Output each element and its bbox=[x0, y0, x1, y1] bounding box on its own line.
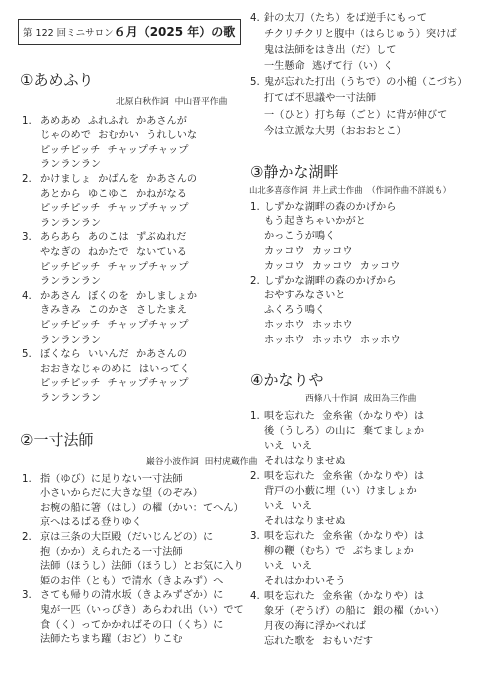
verse bbox=[22, 348, 197, 406]
lyric-line: 指（ゆび）に足りない一寸法師 bbox=[40, 473, 183, 485]
verse bbox=[250, 529, 444, 589]
lyric-line: ランランラン bbox=[40, 159, 102, 171]
lyric-line: きみきみ このかさ さしたまえ bbox=[40, 305, 187, 317]
lyric-line: それはなりませぬ bbox=[264, 455, 346, 467]
page-title: ６月（2025 年）の歌 bbox=[113, 25, 236, 39]
lyric-line: 京は三条の大臣殿（だいじんどの）に bbox=[40, 532, 214, 544]
verse-number: 2. bbox=[250, 275, 260, 287]
heading-prefix: 第 122 回ミニサロン bbox=[23, 28, 114, 39]
lyric-line: 小さいからだに大きな望（のぞみ） bbox=[40, 488, 203, 500]
lyric-line: 背戸の小藪に埋（い）けましょか bbox=[264, 485, 417, 497]
lyric-line: 法師たちまち躍（おど）りこむ bbox=[40, 634, 183, 646]
lyric-line: 唄を忘れた 金糸雀（かなりや）は bbox=[264, 470, 425, 482]
lyric-line: カッコウ カッコウ bbox=[264, 245, 353, 257]
lyric-line: いえ いえ bbox=[264, 500, 312, 512]
song-lyrics-shizukana-kohan bbox=[250, 201, 401, 349]
lyric-line: かけましょ かばんを かあさんの bbox=[40, 174, 198, 186]
lyric-line: いえ いえ bbox=[264, 560, 312, 572]
lyric-line: いえ いえ bbox=[264, 440, 312, 452]
lyric-line: ランランラン bbox=[40, 217, 102, 229]
song-credit-shizukana-kohan: 山北多喜彦作詞 井上武士作曲 （作詞作曲不詳説も） bbox=[249, 185, 451, 195]
verse-number: 3. bbox=[250, 530, 260, 542]
lyric-line: 針の太刀（たち）をば逆手にもって bbox=[264, 13, 427, 24]
lyric-line: ピッチピッチ チャップチャップ bbox=[40, 203, 189, 215]
lyric-line: 一（ひと）打ち毎（ごと）に背が伸びて bbox=[264, 109, 448, 121]
lyric-line: チクリチクリと腹中（はらじゅう）突けば bbox=[264, 29, 457, 41]
lyric-line: お椀の船に箸（はし）の櫂（かい：てへん） bbox=[40, 502, 244, 514]
lyric-line: ランランラン bbox=[40, 276, 102, 288]
song-title-kanariya: ④かなりや bbox=[250, 371, 324, 389]
verse-number: 3. bbox=[22, 590, 32, 602]
lyric-line: 鬼が忘れた打出（うちで）の小槌（こづち） bbox=[264, 77, 468, 89]
verse-number: 1. bbox=[22, 473, 32, 485]
lyric-line: 後（うしろ）の山に 棄てましょか bbox=[264, 425, 425, 437]
lyric-line: 鬼が一匹（いっぴき）あらわれ出（い）でて bbox=[40, 605, 244, 617]
lyric-line: 姫のお伴（とも）で清水（きよみず）へ bbox=[40, 575, 224, 587]
verse-number: 1. bbox=[22, 115, 32, 127]
verse bbox=[22, 531, 244, 589]
song-credit-issunboshi: 巌谷小波作詞 田村虎蔵作曲 bbox=[146, 457, 258, 467]
verse-number: 1. bbox=[250, 201, 260, 213]
verse bbox=[250, 201, 401, 275]
lyric-line: さても帰りの清水坂（きよみずざか）に bbox=[40, 590, 224, 602]
lyric-line: ホッホウ ホッホウ ホッホウ bbox=[264, 334, 401, 346]
lyric-line: ランランラン bbox=[40, 334, 102, 346]
lyric-line: ピッチピッチ チャップチャップ bbox=[40, 261, 189, 273]
lyric-line: 柳の鞭（むち）で ぶちましょか bbox=[264, 545, 414, 557]
lyric-line: あめあめ ふれふれ かあさんが bbox=[40, 115, 187, 127]
lyric-line: 一生懸命 逃げて行（い）く bbox=[264, 61, 394, 73]
lyric-line: おおきなじゃのめに はいってく bbox=[40, 363, 190, 375]
lyric-line: ぼくなら いいんだ かあさんの bbox=[40, 349, 187, 361]
verse bbox=[22, 473, 244, 531]
verse bbox=[22, 115, 197, 173]
verse-number: 2. bbox=[250, 470, 260, 482]
lyric-line: それはかわいそう bbox=[264, 575, 346, 587]
verse bbox=[22, 589, 244, 647]
lyric-line: 忘れた歌を おもいだす bbox=[264, 635, 374, 647]
song-title-amefuri: ①あめふり bbox=[20, 71, 94, 89]
verse-number: 3. bbox=[22, 232, 32, 244]
verse bbox=[250, 409, 444, 469]
lyric-line: 食（く）ってかかればその口（くち）に bbox=[40, 619, 224, 631]
song-title-issunboshi: ②一寸法師 bbox=[20, 431, 94, 449]
lyric-line: 鬼は法師をはき出（だ）して bbox=[264, 45, 397, 57]
verse bbox=[250, 275, 401, 349]
song-lyrics-amefuri bbox=[22, 115, 197, 407]
verse bbox=[22, 231, 197, 289]
lyric-line: 今は立派な大男（おおおとこ） bbox=[264, 125, 407, 137]
verse-number: 4. bbox=[250, 13, 260, 24]
lyric-line: 唄を忘れた 金糸雀（かなりや）は bbox=[264, 530, 425, 542]
lyric-line: 唄を忘れた 金糸雀（かなりや）は bbox=[264, 410, 425, 422]
verse-number: 1. bbox=[250, 410, 260, 422]
lyric-line: ふくろう鳴く bbox=[264, 305, 326, 317]
verse bbox=[22, 173, 197, 231]
lyric-line: やなぎの ねかたで ないている bbox=[40, 247, 187, 259]
verse bbox=[250, 589, 444, 649]
verse-number: 4. bbox=[22, 290, 32, 302]
song-lyrics-issunboshi bbox=[22, 473, 244, 648]
verse-number: 5. bbox=[250, 77, 260, 89]
lyric-line: しずかな湖畔の森のかげから bbox=[264, 275, 397, 287]
verse-number: 4. bbox=[250, 590, 260, 602]
lyric-line: ピッチピッチ チャップチャップ bbox=[40, 144, 189, 156]
lyric-line: 月夜の海に浮かべれば bbox=[264, 620, 366, 632]
verse bbox=[250, 469, 444, 529]
verse-number: 5. bbox=[22, 349, 32, 361]
verse-number: 2. bbox=[22, 174, 32, 186]
lyric-line: ホッホウ ホッホウ bbox=[264, 319, 353, 331]
lyric-line: ランランラン bbox=[40, 392, 102, 404]
lyric-line: それはなりませぬ bbox=[264, 515, 346, 527]
lyric-line: 象牙（ぞうげ）の船に 銀の櫂（かい） bbox=[264, 605, 445, 617]
lyric-line: ピッチピッチ チャップチャップ bbox=[40, 378, 189, 390]
verse bbox=[250, 75, 467, 139]
lyric-line: 打てば不思議や一寸法師 bbox=[264, 93, 377, 105]
lyric-line: カッコウ カッコウ カッコウ bbox=[264, 260, 401, 272]
lyric-line: ピッチピッチ チャップチャップ bbox=[40, 320, 189, 331]
lyric-line: 唄を忘れた 金糸雀（かなりや）は bbox=[264, 590, 425, 602]
song-credit-amefuri: 北原白秋作詞 中山晋平作曲 bbox=[116, 97, 228, 107]
lyric-line: かあさん ぼくのを かしましょか bbox=[40, 290, 198, 302]
song-title-shizukana-kohan: ③静かな湖畔 bbox=[250, 163, 339, 181]
song-credit-kanariya: 西條八十作詞 成田為三作曲 bbox=[305, 394, 417, 404]
verse-number: 2. bbox=[22, 532, 32, 544]
lyric-line: 京へはるばる登りゆく bbox=[40, 517, 142, 529]
lyric-line: あとから ゆこゆこ かねがなる bbox=[40, 188, 187, 200]
song-lyrics-kanariya bbox=[250, 409, 444, 649]
lyric-line: 抱（かか）えられたる一寸法師 bbox=[40, 546, 183, 558]
lyric-line: かっこうが鳴く bbox=[264, 231, 336, 243]
verse bbox=[250, 11, 467, 75]
song-lyrics-issunboshi-continued bbox=[250, 11, 467, 140]
lyric-line: あらあら あのこは ずぶぬれだ bbox=[40, 232, 187, 244]
lyric-line: おやすみなさいと bbox=[264, 290, 346, 302]
lyric-line: しずかな湖畔の森のかげから bbox=[264, 201, 397, 213]
page-heading-box bbox=[18, 19, 241, 45]
verse bbox=[22, 290, 197, 348]
lyric-line: じゃのめで おむかい うれしいな bbox=[40, 130, 198, 142]
lyric-line: もう起きちゃいかがと bbox=[264, 216, 366, 228]
lyric-line: 法師（ほうし）法師（ほうし）とお気に入り bbox=[40, 561, 244, 573]
